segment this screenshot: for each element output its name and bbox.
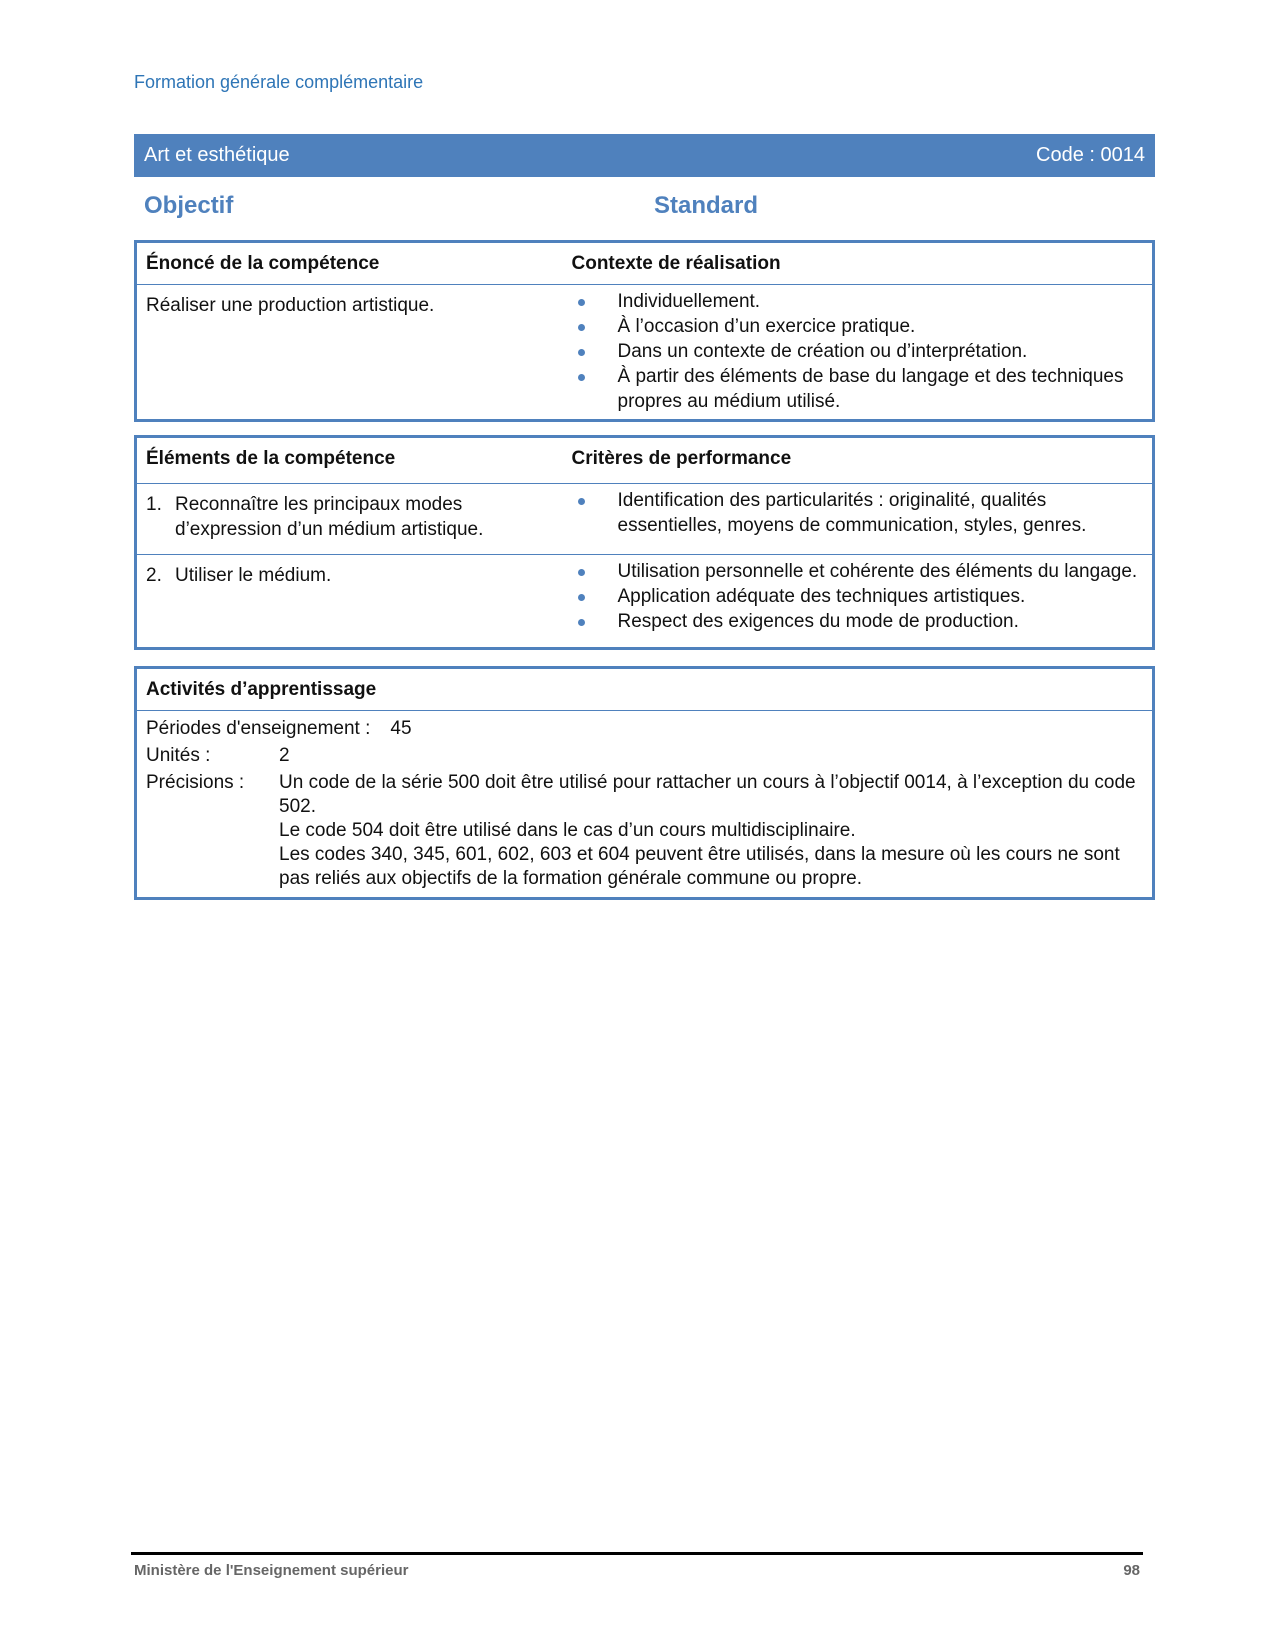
- table-row: [136, 554, 1154, 648]
- course-code: Code : 0014: [1036, 144, 1145, 166]
- objectif-heading: Objectif: [144, 192, 234, 219]
- precision-text: Les codes 340, 345, 601, 602, 603 et 604 peuvent être utilisés, dans la mesure où les cours ne sont pas reliés aux objectifs de la formation générale commune ou propre.: [279, 844, 1120, 890]
- list-item: Individuellement.: [572, 289, 1144, 314]
- list-item: Identification des particularités : originalité, qualités essentielles, moyens de communication, styles, genres.: [572, 488, 1144, 538]
- col-header: Éléments de la compétence: [136, 437, 563, 484]
- footer-ministry: Ministère de l'Enseignement supérieur: [134, 1562, 409, 1579]
- list-item: À l’occasion d’un exercice pratique.: [572, 314, 1144, 339]
- elements-table: [134, 435, 1155, 650]
- periodes-value: 45: [390, 718, 412, 740]
- competence-table: [134, 240, 1155, 422]
- list-item: Dans un contexte de création ou d’interprétation.: [572, 339, 1144, 364]
- contexte-list: [572, 289, 1144, 414]
- enonce: Réaliser une production artistique.: [146, 295, 435, 316]
- course-title: Art et esthétique: [144, 144, 290, 166]
- col-header: Critères de performance: [563, 437, 1154, 484]
- col-header: Contexte de réalisation: [563, 242, 1154, 285]
- element-number: 1.: [146, 494, 162, 516]
- section-header: Formation générale complémentaire: [134, 72, 424, 92]
- element-text: Reconnaître les principaux modes d’expression d’un médium artistique.: [175, 494, 484, 541]
- element-number: 2.: [146, 564, 162, 586]
- table-row: [136, 484, 1154, 554]
- footer-divider: [131, 1552, 1143, 1555]
- unites-label: Unités :: [146, 745, 211, 767]
- page-number: 98: [1123, 1562, 1140, 1579]
- list-item: Utilisation personnelle et cohérente des éléments du langage.: [572, 559, 1144, 584]
- periodes-label: Périodes d'enseignement :: [146, 718, 371, 740]
- activites-table: [134, 666, 1155, 900]
- col-header: Énoncé de la compétence: [136, 242, 563, 285]
- list-item: Respect des exigences du mode de production.: [572, 609, 1144, 634]
- unites-value: 2: [279, 745, 290, 767]
- element-text: Utiliser le médium.: [175, 564, 332, 586]
- col-header: Activités d’apprentissage: [136, 668, 1154, 711]
- list-item: Application adéquate des techniques artistiques.: [572, 584, 1144, 609]
- precision-text: Le code 504 doit être utilisé dans le cas d’un cours multidisciplinaire.: [279, 820, 856, 842]
- title-bar: [134, 134, 1155, 177]
- list-item: À partir des éléments de base du langage et des techniques propres au médium utilisé.: [572, 364, 1144, 414]
- precisions-label: Précisions :: [146, 772, 245, 794]
- precision-text: Un code de la série 500 doit être utilisé pour rattacher un cours à l’objectif 0014, à l’exception du code 502.: [279, 772, 1136, 818]
- standard-heading: Standard: [654, 192, 759, 219]
